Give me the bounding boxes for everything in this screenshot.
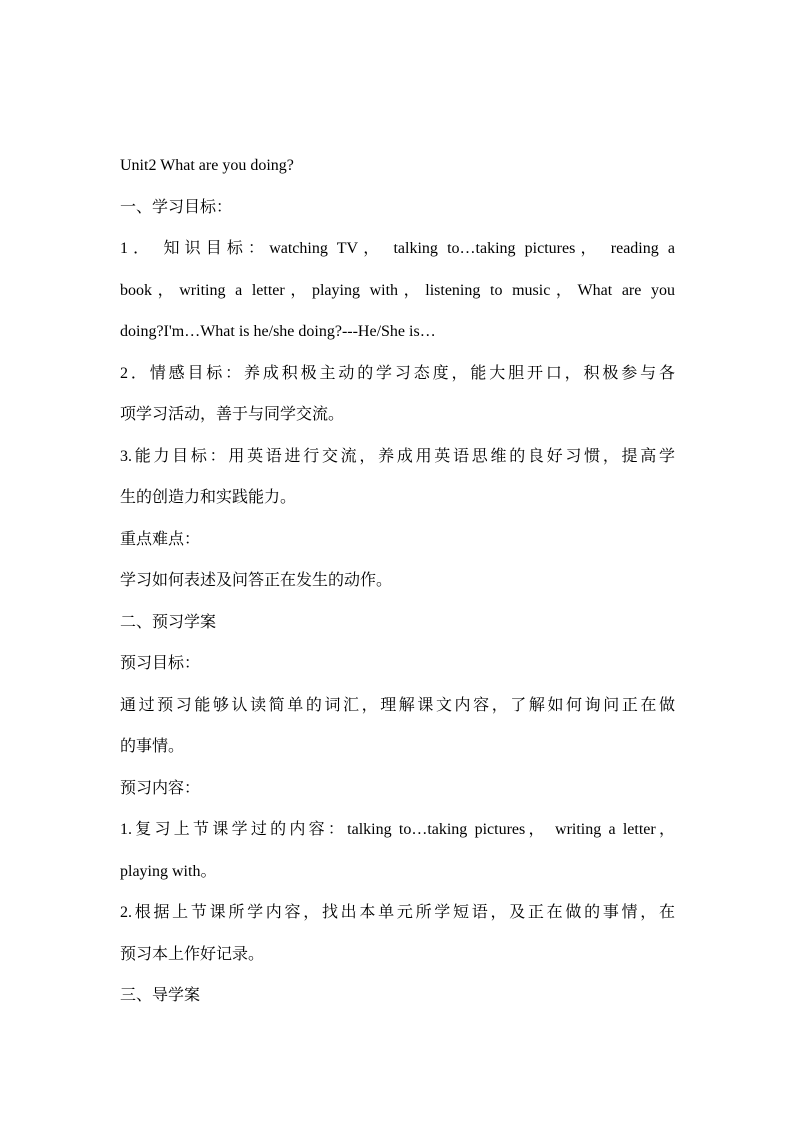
preview-goal-line-1: 通过预习能够认读简单的词汇，理解课文内容，了解如何询问正在做 — [120, 696, 675, 714]
unit-title: Unit2 What are you doing? — [120, 157, 294, 174]
key-points-heading: 重点难点： — [120, 530, 201, 548]
preview-item-2-line-1: 2.根据上节课所学内容，找出本单元所学短语，及正在做的事情，在 — [120, 904, 675, 921]
knowledge-goal-line-1: 1． 知识目标：watching TV， talking to…taking pictures， reading a — [120, 240, 675, 257]
knowledge-goal-line-2: book，writing a letter，playing with，listening to music，What are you — [120, 281, 675, 299]
preview-item-2-line-2: 预习本上作好记录。 — [120, 945, 265, 963]
document-page — [120, 145, 675, 1017]
knowledge-goal-line-3: doing?I'm…What is he/she doing?---He/She is… — [120, 323, 436, 340]
emotion-goal-line-1: 2．情感目标：养成积极主动的学习态度，能大胆开口，积极参与各 — [120, 364, 675, 382]
section-heading-learning-goals: 一、学习目标： — [120, 198, 233, 216]
emotion-goal-line-2: 项学习活动，善于与同学交流。 — [120, 406, 345, 423]
ability-goal-line-2: 生的创造力和实践能力。 — [120, 489, 297, 506]
preview-goal-line-2: 的事情。 — [120, 738, 185, 755]
preview-item-1-line-1: 1.复习上节课学过的内容：talking to…taking pictures， writing a letter， — [120, 821, 675, 838]
preview-item-1-line-2: playing with。 — [120, 862, 217, 880]
section-heading-preview: 二、预习学案 — [120, 613, 217, 631]
ability-goal-line-1: 3.能力目标：用英语进行交流，养成用英语思维的良好习惯，提高学 — [120, 447, 675, 465]
preview-content-heading: 预习内容： — [120, 779, 201, 797]
preview-goal-heading: 预习目标： — [120, 655, 201, 672]
key-points-text: 学习如何表述及问答正在发生的动作。 — [120, 572, 393, 589]
section-heading-guided-study: 三、导学案 — [120, 987, 201, 1004]
